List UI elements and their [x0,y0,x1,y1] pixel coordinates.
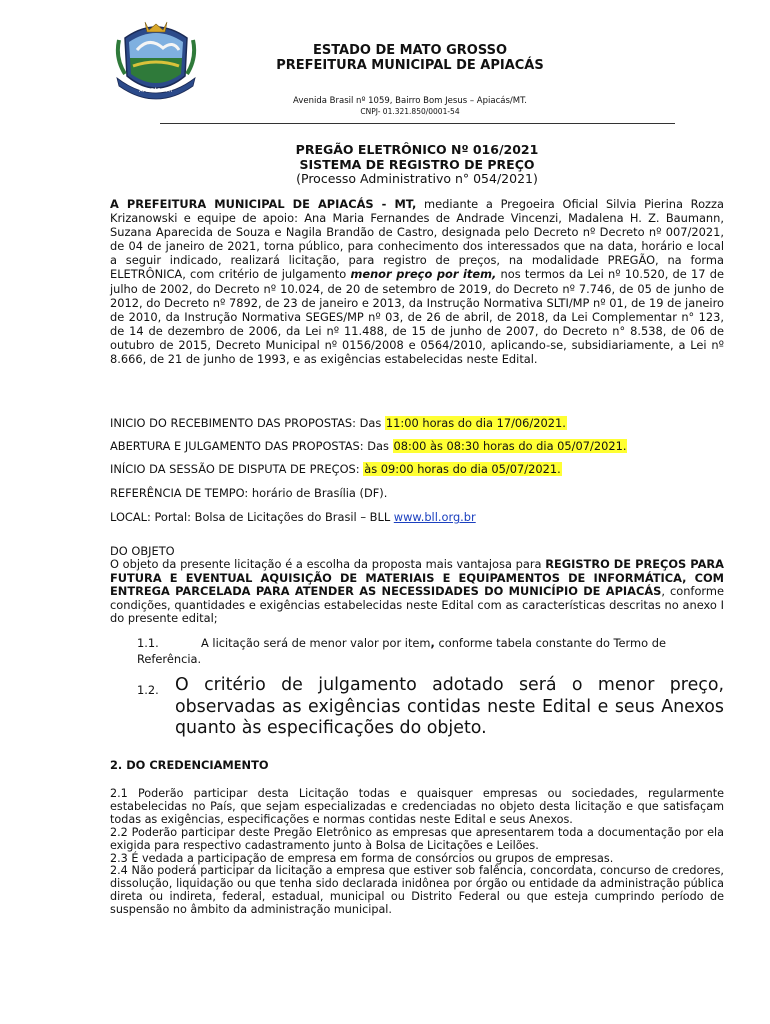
objeto-text-1: O objeto da presente licitação é a escolha da proposta mais vantajosa para [110,557,546,571]
objeto-text-2: , conforme condições, quantidades e exigências estabelecidas neste Edital com as características descritas no anexo I do presente edital; [110,584,724,626]
bll-portal-link[interactable]: www.bll.org.br [393,510,476,524]
cred-2-3: 2.3 É vedada a participação de empresa em forma de consórcios ou grupos de empresas. [110,851,614,865]
cred-2-2: 2.2 Poderão participar deste Pregão Eletrônico as empresas que apresentarem toda a documentação por ela exigida para respectivo cadastramento junto à Bolsa de Licitações e Leilões. [110,825,724,852]
item-1-2-text: O critério de julgamento adotado será o menor preço, observadas as exigências contidas neste Edital e seus Anexos quanto às especificações do objeto. [175,675,724,739]
svg-text:APIACÁS - MT: APIACÁS - MT [139,88,173,94]
item-1-2-number: 1.2. [137,683,159,697]
schedule-abertura [110,439,750,453]
credenciamento-heading: 2. DO CREDENCIAMENTO [110,758,269,772]
preamble-lead: A PREFEITURA MUNICIPAL DE APIACÁS - MT, [110,197,417,211]
credenciamento-body [110,788,724,917]
schedule-inicio-value: 11:00 horas do dia 17/06/2021. [385,416,566,430]
header-state-title: ESTADO DE MATO GROSSO [312,43,508,58]
objeto-paragraph [110,558,724,626]
schedule-sessao [110,462,750,476]
preamble-text-2: nos termos da Lei nº 10.520, de 17 de julho de 2002, do Decreto nº 10.024, de 20 de setembro de 2019, do Decreto nº 7.746, de 05 de junho de 2012, do Decreto nº 7892, de 23 de janeiro e 2013, da Instrução Normativa SLTI/MP nº 01, de 19 de janeiro de 2010, da Instrução Normativa SEGES/MP nº 03, de 26 de abril, de 2018, da Lei Complementar n° 123, de 14 de dezembro de 2006, da Lei nº 11.488, de 15 de junho de 2007, do Decreto n° 8.538, de 06 de outubro de 2015, Decreto Municipal nº 0156/2008 e 0564/2010, aplicando-se, subsidiariamente, a Lei nº 8.666, de 21 de junho de 1993, e as exigências estabelecidas neste Edital. [110,267,724,367]
edital-title: PREGÃO ELETRÔNICO Nº 016/2021 [295,142,539,157]
schedule-sessao-label: INÍCIO DA SESSÃO DE DISPUTA DE PREÇOS: [110,462,364,476]
objeto-bold: REGISTRO DE PREÇOS PARA FUTURA E EVENTUAL AQUISIÇÃO DE MATERIAIS E EQUIPAMENTOS DE INFORMÁTICA, COM ENTREGA PARCELADA PARA ATENDER AS NECESSIDADES DO MUNICÍPIO DE APIACÁS [110,557,724,599]
item-1-1 [137,636,724,667]
preamble-text-1: mediante a Pregoeira Oficial Silvia Pierina Rozza Krizanowski e equipe de apoio: Ana Maria Fernandes de Andrade Vincenzi, Madalena H. Z. Baumann, Suzana Aparecida de Souza e Nagila Brandão de Castro, designada pelo Decreto nº Decreto nº 007/2021, de 04 de janeiro de 2021, torna público, para conhecimento dos interessados que na data, horário e local a seguir indicado, realizará licitação, para registro de preços, na modalidade PREGÃO, na forma ELETRÔNICA, com critério de julgamento [110,197,724,282]
objeto-heading: DO OBJETO [110,544,175,558]
header-divider [160,123,675,124]
schedule-inicio-label: INICIO DO RECEBIMENTO DAS PROPOSTAS: Das [110,416,385,430]
item-1-1-text-b: conforme tabela constante do Termo de Referência. [137,636,666,666]
header-cnpj: CNPJ- 01.321.850/0001-54 [360,107,460,116]
edital-subtitle: SISTEMA DE REGISTRO DE PREÇO [299,157,535,172]
cred-2-4: 2.4 Não poderá participar da licitação a empresa que estiver sob falência, concordata, concurso de credores, dissolução, liquidação ou que tenha sido declarada inidônea por órgão ou entidade da administração pública direta ou indireta, federal, estadual, municipal ou Distrito Federal ou que esteja cumprindo período de suspensão no âmbito da administração municipal. [110,864,724,917]
item-1-1-comma: , [430,636,435,650]
schedule-inicio [110,416,750,430]
schedule-abertura-value: 08:00 às 08:30 horas do dia 05/07/2021. [393,439,627,453]
item-1-1-text-a: A licitação será de menor valor por item [201,636,431,650]
cred-2-1: 2.1 Poderão participar desta Licitação todas e quaisquer empresas ou sociedades, regularmente estabelecidas no País, que sejam especializadas e credenciadas no objeto desta licitação e que satisfaçam todas as exigências, especificações e normas contidas neste Edital e seus Anexos. [110,787,724,826]
schedule-local-label: LOCAL: Portal: Bolsa de Licitações do Brasil – BLL [110,510,394,524]
preamble-paragraph [110,197,724,366]
preamble-criterion: menor preço por item, [350,267,497,282]
schedule-abertura-label: ABERTURA E JULGAMENTO DAS PROPOSTAS: Das [110,439,393,453]
municipal-crest-logo [115,18,197,104]
header-prefecture-title: PREFEITURA MUNICIPAL DE APIACÁS [276,58,544,73]
schedule-sessao-value: às 09:00 horas do dia 05/07/2021. [364,462,561,476]
item-1-1-number: 1.1. [137,636,159,650]
header-address: Avenida Brasil nº 1059, Bairro Bom Jesus – Apiacás/MT. [293,96,527,106]
schedule-referencia: REFERÊNCIA DE TEMPO: horário de Brasília (DF). [110,486,388,500]
schedule-local [110,510,750,524]
process-number: (Processo Administrativo n° 054/2021) [296,171,538,186]
